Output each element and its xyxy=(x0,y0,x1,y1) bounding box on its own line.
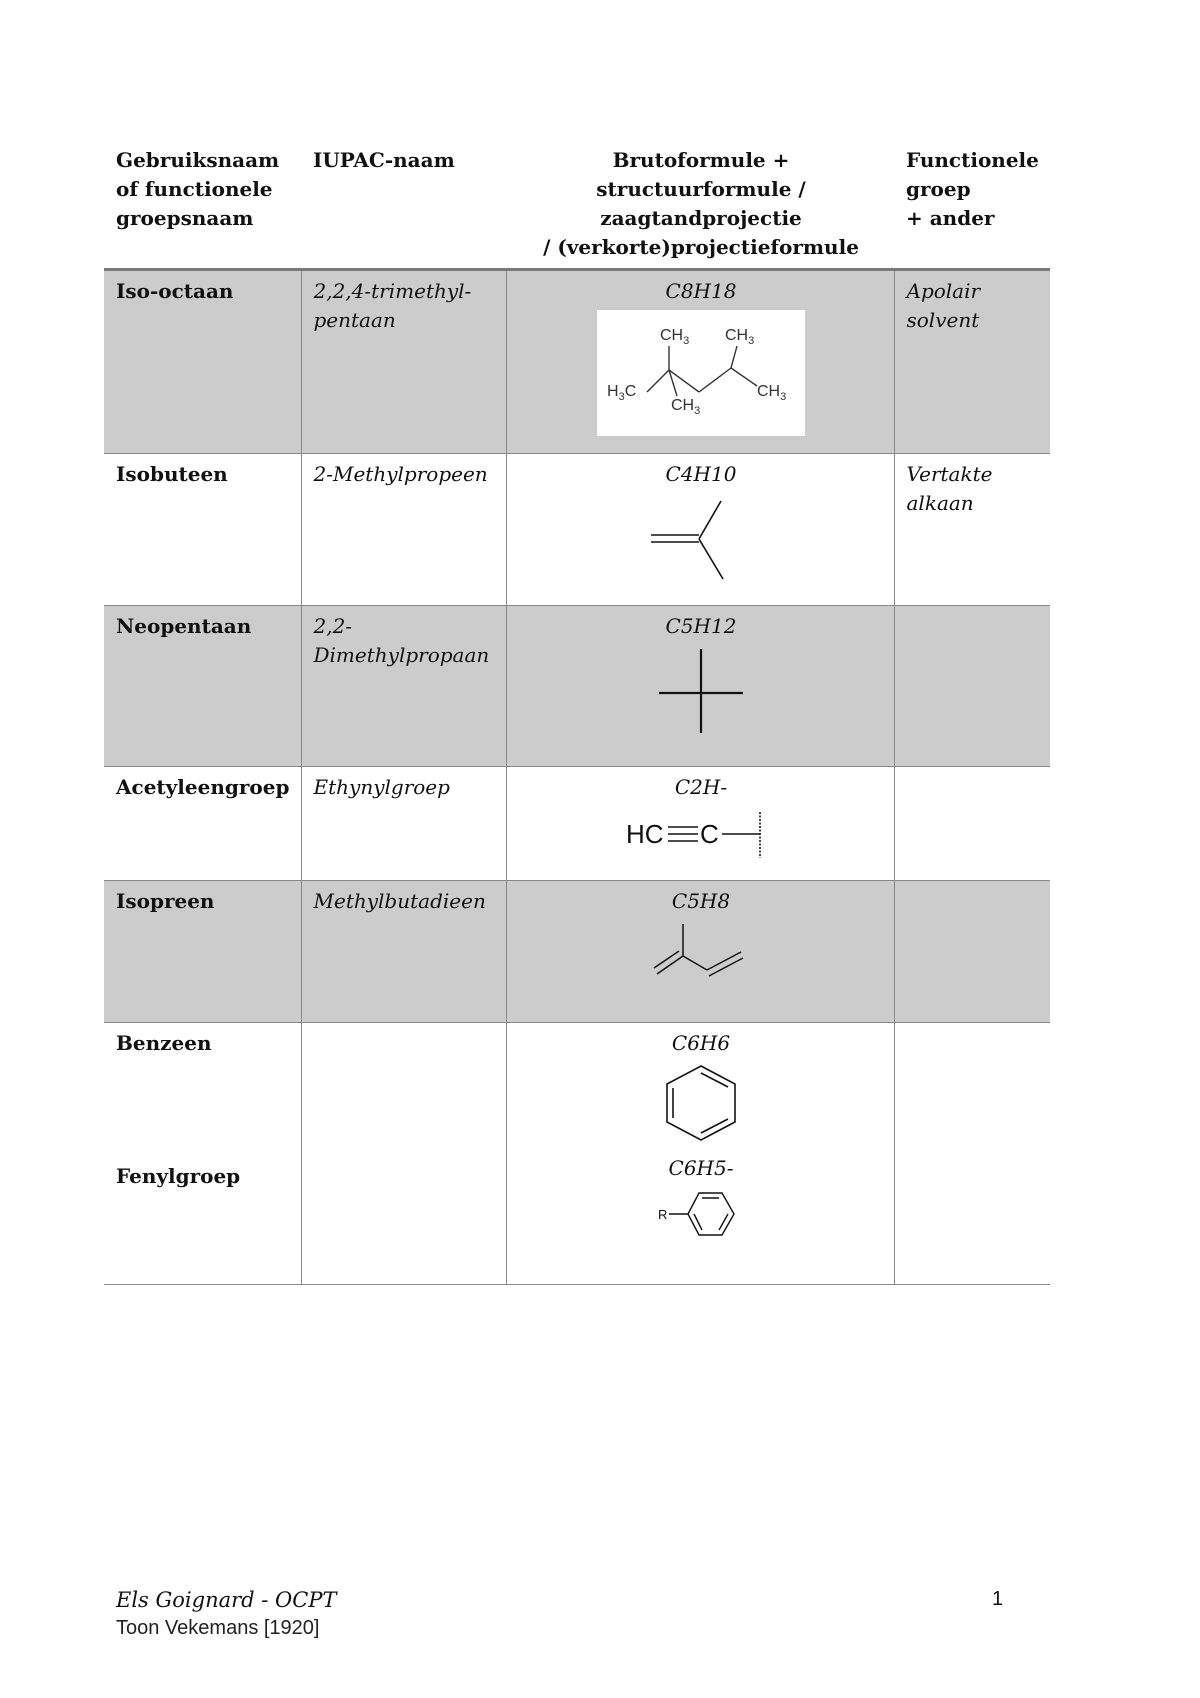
header-text: IUPAC-naam xyxy=(313,148,455,172)
header-text: structuurformule / xyxy=(596,177,806,201)
common-name-cell xyxy=(104,881,301,1023)
functional-group-cell xyxy=(894,767,1050,881)
common-name: Isopreen xyxy=(116,889,215,913)
r-label: R xyxy=(658,1207,668,1222)
table-row xyxy=(104,767,1050,881)
common-name: Acetyleengroep xyxy=(116,775,290,799)
functional-group-cell xyxy=(894,454,1050,606)
page-number: 1 xyxy=(992,1588,1004,1610)
iupac-name: pentaan xyxy=(313,308,396,332)
formula-cell xyxy=(506,767,894,881)
benzene-ring-icon xyxy=(661,1062,741,1144)
hc-label: HC xyxy=(626,819,664,849)
functional-group: alkaan xyxy=(906,491,974,515)
iupac-name-cell xyxy=(301,454,506,606)
header-text: groepsnaam xyxy=(116,206,254,230)
functional-group-cell xyxy=(894,606,1050,767)
common-name-cell xyxy=(104,767,301,881)
formula-cell xyxy=(506,606,894,767)
header-text: Gebruiksnaam xyxy=(116,148,280,172)
header-iupac-name xyxy=(301,140,506,270)
iupac-name-cell xyxy=(301,270,506,454)
ch3-label: $CH_3$ xyxy=(725,327,755,347)
molecular-formula: C8H18 xyxy=(665,279,737,303)
ch3-label: $CH_3$ xyxy=(757,383,787,403)
formula-cell xyxy=(506,1023,894,1285)
header-functional-group xyxy=(894,140,1050,270)
common-name: Neopentaan xyxy=(116,614,252,638)
common-name-cell xyxy=(104,606,301,767)
neopentane-skeletal-icon xyxy=(651,645,751,737)
formula-cell xyxy=(506,454,894,606)
formula-cell xyxy=(506,270,894,454)
ethynyl-group-icon xyxy=(626,806,776,862)
iupac-name: 2,2,4-trimethyl- xyxy=(313,279,472,303)
header-text: of functionele xyxy=(116,177,273,201)
molecular-formula: C4H10 xyxy=(665,462,737,486)
header-text: zaagtandprojectie xyxy=(600,206,802,230)
common-name: Fenylgroep xyxy=(116,1164,241,1188)
h3c-label: $H_3C$ xyxy=(607,383,637,403)
molecular-formula: C6H5- xyxy=(668,1156,734,1180)
chemistry-table xyxy=(104,140,1050,1285)
common-name: Isobuteen xyxy=(116,462,228,486)
header-text: + ander xyxy=(906,206,995,230)
table-row xyxy=(104,1023,1050,1285)
molecular-formula: C5H12 xyxy=(665,614,737,638)
header-text: / (verkorte)projectieformule xyxy=(543,235,859,259)
header-common-name xyxy=(104,140,301,270)
ch3-label: $CH_3$ xyxy=(660,327,690,347)
iupac-name-cell xyxy=(301,606,506,767)
iso-octane-structure-icon xyxy=(597,310,805,436)
molecular-formula: C5H8 xyxy=(671,889,731,913)
isobutene-skeletal-icon xyxy=(641,493,761,583)
common-name-cell xyxy=(104,454,301,606)
functional-group-cell xyxy=(894,881,1050,1023)
functional-group-cell xyxy=(894,270,1050,454)
molecular-formula: C2H- xyxy=(674,775,728,799)
common-name: Benzeen xyxy=(116,1031,212,1055)
footer-student: Toon Vekemans [1920] xyxy=(116,1617,320,1639)
footer xyxy=(116,1586,336,1642)
table-row xyxy=(104,606,1050,767)
iupac-name-cell xyxy=(301,881,506,1023)
table-row xyxy=(104,881,1050,1023)
table-row xyxy=(104,454,1050,606)
iupac-name-cell xyxy=(301,767,506,881)
header-text: groep xyxy=(906,177,971,201)
common-name-cell xyxy=(104,1023,301,1285)
iupac-name: Dimethylpropaan xyxy=(313,643,490,667)
table-row xyxy=(104,270,1050,454)
functional-group-cell xyxy=(894,1023,1050,1285)
iupac-name: 2-Methylpropeen xyxy=(313,462,488,486)
ch3-label: $CH_3$ xyxy=(671,397,701,417)
common-name: Iso-octaan xyxy=(116,279,234,303)
common-name-cell xyxy=(104,270,301,454)
iupac-name-cell xyxy=(301,1023,506,1285)
footer-author: Els Goignard - OCPT xyxy=(116,1588,337,1612)
functional-group: solvent xyxy=(906,308,980,332)
header-formula xyxy=(506,140,894,270)
isoprene-skeletal-icon xyxy=(651,920,751,986)
header-text: Functionele xyxy=(906,148,1039,172)
phenyl-group-icon xyxy=(656,1187,746,1241)
iupac-name: Methylbutadieen xyxy=(313,889,486,913)
formula-cell xyxy=(506,881,894,1023)
c-label: C xyxy=(700,819,719,849)
iupac-name: Ethynylgroep xyxy=(313,775,450,799)
table-header-row xyxy=(104,140,1050,270)
header-text: Brutoformule + xyxy=(612,148,790,172)
molecular-formula: C6H6 xyxy=(671,1031,731,1055)
iupac-name: 2,2- xyxy=(313,614,353,638)
functional-group: Vertakte xyxy=(906,462,993,486)
functional-group: Apolair xyxy=(906,279,981,303)
